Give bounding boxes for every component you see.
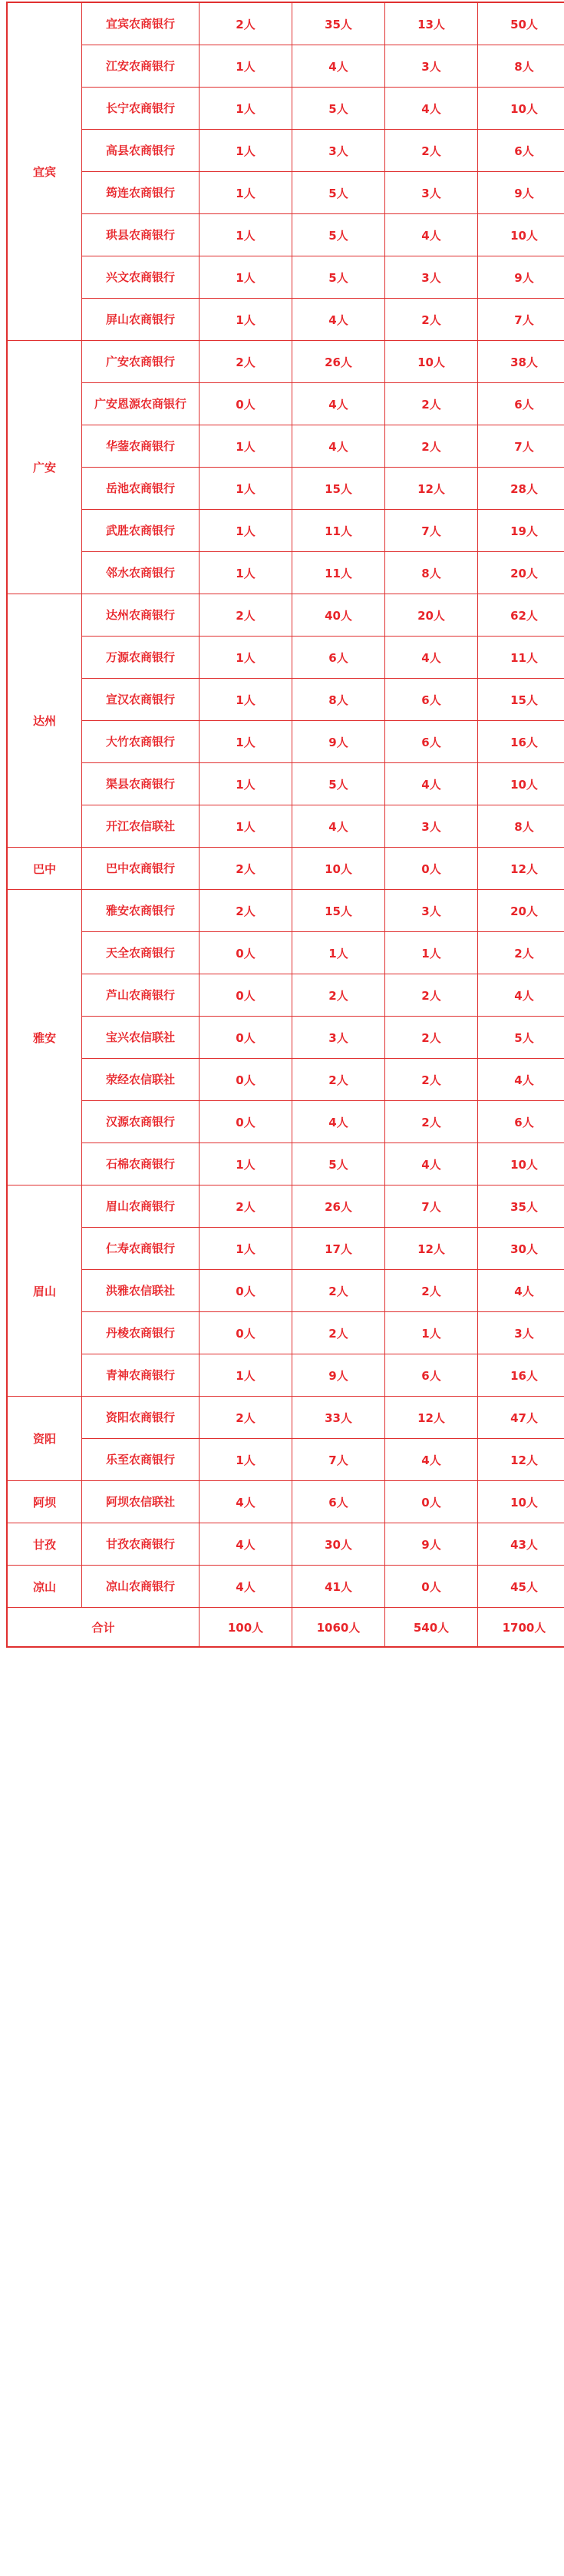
table-row (7, 1270, 564, 1312)
count-cell-c1: 1人 (200, 637, 292, 679)
count-cell-c1: 1人 (200, 299, 292, 341)
region-cell: 眉山 (7, 1185, 82, 1397)
count-cell-c4: 30人 (478, 1228, 564, 1270)
table-row (7, 1566, 564, 1608)
table-row (7, 1059, 564, 1101)
count-cell-c1: 4人 (200, 1523, 292, 1566)
bank-name-cell: 阿坝农信联社 (82, 1481, 200, 1523)
count-cell-c1: 1人 (200, 721, 292, 763)
bank-name-cell: 宜宾农商银行 (82, 2, 200, 45)
count-cell-c2: 40人 (292, 594, 385, 637)
region-cell: 达州 (7, 594, 82, 848)
bank-name-cell: 资阳农商银行 (82, 1397, 200, 1439)
count-cell-c1: 4人 (200, 1566, 292, 1608)
count-cell-c2: 5人 (292, 763, 385, 805)
table-row (7, 805, 564, 848)
count-cell-c1: 1人 (200, 468, 292, 510)
count-cell-c4: 8人 (478, 45, 564, 88)
count-cell-c1: 1人 (200, 1143, 292, 1185)
table-row (7, 383, 564, 425)
table-row (7, 468, 564, 510)
count-cell-c2: 11人 (292, 552, 385, 594)
table-row (7, 637, 564, 679)
count-cell-c3: 3人 (385, 890, 478, 932)
count-cell-c3: 6人 (385, 679, 478, 721)
count-cell-c3: 12人 (385, 1397, 478, 1439)
count-cell-c3: 2人 (385, 1059, 478, 1101)
count-cell-c2: 11人 (292, 510, 385, 552)
count-cell-c2: 2人 (292, 1270, 385, 1312)
count-cell-c4: 4人 (478, 1270, 564, 1312)
count-cell-c3: 2人 (385, 1017, 478, 1059)
bank-name-cell: 筠连农商银行 (82, 172, 200, 214)
count-cell-c1: 1人 (200, 214, 292, 256)
bank-name-cell: 雅安农商银行 (82, 890, 200, 932)
bank-name-cell: 达州农商银行 (82, 594, 200, 637)
count-cell-c1: 1人 (200, 1439, 292, 1481)
table-row (7, 1228, 564, 1270)
count-cell-c2: 30人 (292, 1523, 385, 1566)
count-cell-c3: 0人 (385, 1481, 478, 1523)
bank-name-cell: 长宁农商银行 (82, 88, 200, 130)
bank-name-cell: 江安农商银行 (82, 45, 200, 88)
count-cell-c3: 10人 (385, 341, 478, 383)
count-cell-c4: 7人 (478, 299, 564, 341)
count-cell-c2: 4人 (292, 425, 385, 468)
count-cell-c4: 5人 (478, 1017, 564, 1059)
total-c3: 540人 (385, 1608, 478, 1648)
count-cell-c4: 20人 (478, 890, 564, 932)
count-cell-c4: 6人 (478, 1101, 564, 1143)
count-cell-c4: 3人 (478, 1312, 564, 1354)
count-cell-c4: 19人 (478, 510, 564, 552)
count-cell-c1: 0人 (200, 1101, 292, 1143)
count-cell-c1: 2人 (200, 2, 292, 45)
count-cell-c1: 1人 (200, 45, 292, 88)
count-cell-c2: 7人 (292, 1439, 385, 1481)
count-cell-c1: 2人 (200, 890, 292, 932)
bank-name-cell: 宣汉农商银行 (82, 679, 200, 721)
count-cell-c4: 20人 (478, 552, 564, 594)
count-cell-c2: 41人 (292, 1566, 385, 1608)
count-cell-c3: 3人 (385, 805, 478, 848)
table-row (7, 1523, 564, 1566)
table-row (7, 721, 564, 763)
count-cell-c4: 10人 (478, 1481, 564, 1523)
count-cell-c3: 3人 (385, 172, 478, 214)
count-cell-c4: 10人 (478, 1143, 564, 1185)
count-cell-c1: 2人 (200, 1185, 292, 1228)
count-cell-c3: 9人 (385, 1523, 478, 1566)
bank-name-cell: 宝兴农信联社 (82, 1017, 200, 1059)
table-row (7, 2, 564, 45)
count-cell-c4: 28人 (478, 468, 564, 510)
count-cell-c1: 1人 (200, 679, 292, 721)
count-cell-c3: 2人 (385, 974, 478, 1017)
count-cell-c2: 4人 (292, 1101, 385, 1143)
count-cell-c3: 8人 (385, 552, 478, 594)
count-cell-c3: 7人 (385, 510, 478, 552)
count-cell-c1: 0人 (200, 974, 292, 1017)
table-row (7, 932, 564, 974)
bank-name-cell: 珙县农商银行 (82, 214, 200, 256)
count-cell-c2: 2人 (292, 1059, 385, 1101)
count-cell-c1: 2人 (200, 1397, 292, 1439)
bank-name-cell: 屏山农商银行 (82, 299, 200, 341)
count-cell-c2: 9人 (292, 1354, 385, 1397)
count-cell-c4: 6人 (478, 130, 564, 172)
table-row (7, 214, 564, 256)
count-cell-c4: 10人 (478, 763, 564, 805)
count-cell-c2: 8人 (292, 679, 385, 721)
recruitment-table (6, 2, 564, 1648)
table-row (7, 510, 564, 552)
bank-name-cell: 仁寿农商银行 (82, 1228, 200, 1270)
count-cell-c3: 12人 (385, 1228, 478, 1270)
count-cell-c1: 1人 (200, 256, 292, 299)
count-cell-c4: 4人 (478, 974, 564, 1017)
count-cell-c4: 43人 (478, 1523, 564, 1566)
count-cell-c4: 15人 (478, 679, 564, 721)
bank-name-cell: 兴文农商银行 (82, 256, 200, 299)
bank-name-cell: 武胜农商银行 (82, 510, 200, 552)
count-cell-c4: 6人 (478, 383, 564, 425)
count-cell-c2: 5人 (292, 172, 385, 214)
count-cell-c2: 10人 (292, 848, 385, 890)
total-c4: 1700人 (478, 1608, 564, 1648)
bank-name-cell: 万源农商银行 (82, 637, 200, 679)
region-cell: 阿坝 (7, 1481, 82, 1523)
bank-name-cell: 邻水农商银行 (82, 552, 200, 594)
count-cell-c2: 33人 (292, 1397, 385, 1439)
count-cell-c4: 8人 (478, 805, 564, 848)
region-cell: 甘孜 (7, 1523, 82, 1566)
count-cell-c3: 4人 (385, 1143, 478, 1185)
count-cell-c2: 17人 (292, 1228, 385, 1270)
count-cell-c3: 6人 (385, 721, 478, 763)
table-row (7, 1481, 564, 1523)
bank-name-cell: 眉山农商银行 (82, 1185, 200, 1228)
bank-name-cell: 汉源农商银行 (82, 1101, 200, 1143)
count-cell-c4: 9人 (478, 172, 564, 214)
count-cell-c1: 0人 (200, 1059, 292, 1101)
total-c2: 1060人 (292, 1608, 385, 1648)
count-cell-c1: 1人 (200, 130, 292, 172)
count-cell-c2: 26人 (292, 341, 385, 383)
count-cell-c1: 0人 (200, 932, 292, 974)
region-cell: 宜宾 (7, 2, 82, 341)
count-cell-c2: 5人 (292, 214, 385, 256)
region-cell: 资阳 (7, 1397, 82, 1481)
count-cell-c2: 4人 (292, 299, 385, 341)
count-cell-c2: 5人 (292, 88, 385, 130)
count-cell-c2: 5人 (292, 256, 385, 299)
count-cell-c2: 15人 (292, 468, 385, 510)
count-cell-c4: 62人 (478, 594, 564, 637)
count-cell-c1: 4人 (200, 1481, 292, 1523)
count-cell-c2: 3人 (292, 1017, 385, 1059)
table-row (7, 1439, 564, 1481)
count-cell-c1: 1人 (200, 88, 292, 130)
bank-name-cell: 乐至农商银行 (82, 1439, 200, 1481)
count-cell-c1: 0人 (200, 383, 292, 425)
count-cell-c3: 4人 (385, 637, 478, 679)
count-cell-c4: 45人 (478, 1566, 564, 1608)
count-cell-c4: 10人 (478, 214, 564, 256)
count-cell-c4: 11人 (478, 637, 564, 679)
bank-name-cell: 凉山农商银行 (82, 1566, 200, 1608)
count-cell-c2: 9人 (292, 721, 385, 763)
table-row (7, 1185, 564, 1228)
region-cell: 凉山 (7, 1566, 82, 1608)
table-row (7, 1354, 564, 1397)
count-cell-c1: 1人 (200, 552, 292, 594)
count-cell-c1: 1人 (200, 510, 292, 552)
count-cell-c1: 1人 (200, 425, 292, 468)
table-row (7, 1397, 564, 1439)
count-cell-c4: 7人 (478, 425, 564, 468)
table-row (7, 679, 564, 721)
count-cell-c2: 4人 (292, 45, 385, 88)
table-row (7, 1101, 564, 1143)
count-cell-c3: 2人 (385, 1101, 478, 1143)
count-cell-c3: 1人 (385, 1312, 478, 1354)
count-cell-c4: 4人 (478, 1059, 564, 1101)
count-cell-c3: 3人 (385, 45, 478, 88)
count-cell-c3: 7人 (385, 1185, 478, 1228)
count-cell-c4: 2人 (478, 932, 564, 974)
count-cell-c1: 0人 (200, 1017, 292, 1059)
region-cell: 巴中 (7, 848, 82, 890)
table-row (7, 341, 564, 383)
table-row (7, 1017, 564, 1059)
bank-name-cell: 荥经农信联社 (82, 1059, 200, 1101)
count-cell-c4: 16人 (478, 721, 564, 763)
count-cell-c2: 6人 (292, 1481, 385, 1523)
count-cell-c2: 2人 (292, 1312, 385, 1354)
bank-name-cell: 岳池农商银行 (82, 468, 200, 510)
bank-name-cell: 青神农商银行 (82, 1354, 200, 1397)
count-cell-c1: 2人 (200, 341, 292, 383)
count-cell-c1: 1人 (200, 1354, 292, 1397)
bank-name-cell: 广安农商银行 (82, 341, 200, 383)
bank-name-cell: 高县农商银行 (82, 130, 200, 172)
table-row (7, 45, 564, 88)
count-cell-c3: 1人 (385, 932, 478, 974)
table-row (7, 594, 564, 637)
count-cell-c1: 0人 (200, 1270, 292, 1312)
count-cell-c4: 38人 (478, 341, 564, 383)
count-cell-c3: 0人 (385, 1566, 478, 1608)
region-cell: 雅安 (7, 890, 82, 1185)
bank-name-cell: 甘孜农商银行 (82, 1523, 200, 1566)
count-cell-c1: 1人 (200, 1228, 292, 1270)
count-cell-c1: 2人 (200, 594, 292, 637)
bank-name-cell: 华蓥农商银行 (82, 425, 200, 468)
count-cell-c3: 2人 (385, 299, 478, 341)
table-row (7, 299, 564, 341)
bank-name-cell: 洪雅农信联社 (82, 1270, 200, 1312)
table-row (7, 1143, 564, 1185)
table-row (7, 974, 564, 1017)
count-cell-c2: 1人 (292, 932, 385, 974)
bank-name-cell: 丹棱农商银行 (82, 1312, 200, 1354)
count-cell-c2: 26人 (292, 1185, 385, 1228)
count-cell-c1: 1人 (200, 763, 292, 805)
table-row (7, 1312, 564, 1354)
table-row (7, 552, 564, 594)
count-cell-c3: 13人 (385, 2, 478, 45)
bank-name-cell: 巴中农商银行 (82, 848, 200, 890)
count-cell-c2: 35人 (292, 2, 385, 45)
count-cell-c3: 3人 (385, 256, 478, 299)
bank-name-cell: 大竹农商银行 (82, 721, 200, 763)
count-cell-c3: 2人 (385, 1270, 478, 1312)
count-cell-c3: 2人 (385, 130, 478, 172)
count-cell-c2: 3人 (292, 130, 385, 172)
count-cell-c3: 20人 (385, 594, 478, 637)
count-cell-c1: 2人 (200, 848, 292, 890)
count-cell-c3: 2人 (385, 383, 478, 425)
count-cell-c1: 1人 (200, 172, 292, 214)
count-cell-c1: 0人 (200, 1312, 292, 1354)
count-cell-c3: 4人 (385, 763, 478, 805)
count-cell-c4: 16人 (478, 1354, 564, 1397)
count-cell-c2: 2人 (292, 974, 385, 1017)
count-cell-c4: 12人 (478, 1439, 564, 1481)
count-cell-c4: 50人 (478, 2, 564, 45)
table-row (7, 256, 564, 299)
bank-name-cell: 渠县农商银行 (82, 763, 200, 805)
count-cell-c3: 4人 (385, 214, 478, 256)
bank-name-cell: 芦山农商银行 (82, 974, 200, 1017)
count-cell-c2: 15人 (292, 890, 385, 932)
count-cell-c4: 47人 (478, 1397, 564, 1439)
count-cell-c1: 1人 (200, 805, 292, 848)
total-label: 合计 (7, 1608, 200, 1648)
count-cell-c3: 4人 (385, 88, 478, 130)
count-cell-c3: 6人 (385, 1354, 478, 1397)
count-cell-c3: 4人 (385, 1439, 478, 1481)
count-cell-c2: 6人 (292, 637, 385, 679)
total-c1: 100人 (200, 1608, 292, 1648)
count-cell-c3: 0人 (385, 848, 478, 890)
table-row (7, 425, 564, 468)
count-cell-c3: 2人 (385, 425, 478, 468)
table-row (7, 848, 564, 890)
table-row (7, 172, 564, 214)
count-cell-c4: 9人 (478, 256, 564, 299)
region-cell: 广安 (7, 341, 82, 594)
count-cell-c4: 12人 (478, 848, 564, 890)
table-row (7, 88, 564, 130)
count-cell-c2: 4人 (292, 805, 385, 848)
bank-name-cell: 广安恩源农商银行 (82, 383, 200, 425)
bank-name-cell: 天全农商银行 (82, 932, 200, 974)
table-row (7, 890, 564, 932)
count-cell-c2: 5人 (292, 1143, 385, 1185)
total-row (7, 1608, 564, 1648)
table-body (7, 2, 564, 1647)
table-row (7, 130, 564, 172)
count-cell-c3: 12人 (385, 468, 478, 510)
count-cell-c4: 10人 (478, 88, 564, 130)
bank-name-cell: 石棉农商银行 (82, 1143, 200, 1185)
bank-name-cell: 开江农信联社 (82, 805, 200, 848)
count-cell-c2: 4人 (292, 383, 385, 425)
count-cell-c4: 35人 (478, 1185, 564, 1228)
table-row (7, 763, 564, 805)
